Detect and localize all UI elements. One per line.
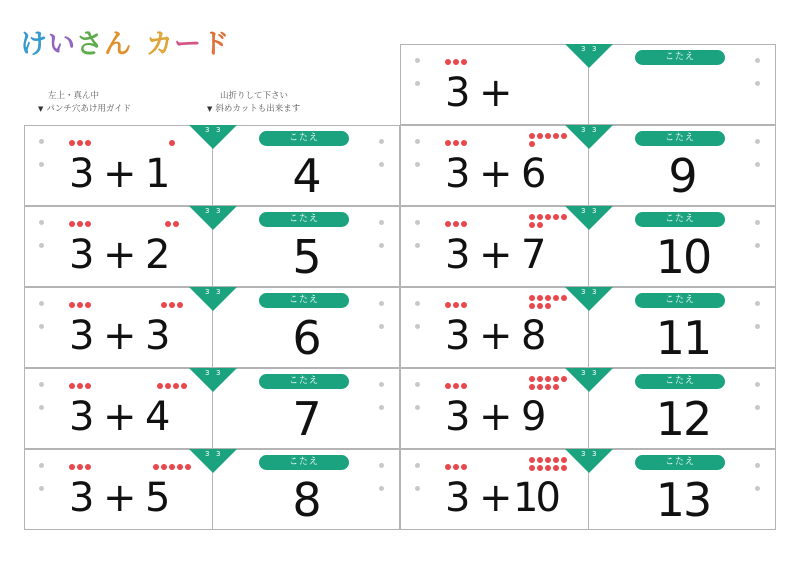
tab-number: 3 [581,288,586,296]
punch-guide-note [38,90,131,116]
answer-value: 12 [655,392,711,446]
tab-number: 3 [205,288,210,296]
addend-a-dots [445,140,467,146]
answer-half [589,207,777,286]
counting-dot [461,59,467,65]
title-char: カ [146,29,174,60]
addend-a-dots [445,302,467,308]
equation [401,148,589,200]
counting-dot [553,214,559,220]
fold-tab-marker [189,368,237,394]
counting-dot [445,302,451,308]
addend-b: 7 [521,232,547,278]
counting-dot [85,302,91,308]
title-char: ん [104,29,132,60]
addend-b-dots [529,214,567,228]
answer-label-badge: こたえ [635,455,725,470]
punch-hole-marker [379,463,384,468]
punch-hole-marker [379,243,384,248]
answer-label-badge: こたえ [635,50,725,65]
counting-dot [69,140,75,146]
fold-guide-line1: 山折りして下さい [220,91,289,101]
punch-hole-marker [755,382,760,387]
counting-dot [529,214,535,220]
flash-card [400,125,776,206]
punch-hole-marker [755,405,760,410]
counting-dot [529,295,535,301]
addend-b: 10 [513,475,558,521]
addend-a-dots [69,383,91,389]
addend-b: 6 [521,151,547,197]
addend-a-dots [445,59,467,65]
counting-dot [545,384,551,390]
question-half [401,288,589,367]
addend-a: 3 [69,475,95,521]
counting-dot [85,221,91,227]
fold-triangle-icon [189,287,237,313]
question-half [401,450,589,529]
fold-tab-marker [565,206,613,232]
fold-tab-marker [189,206,237,232]
counting-dot [161,464,167,470]
addend-b: 9 [521,394,547,440]
question-half [401,369,589,448]
equation [401,67,589,119]
counting-dot [529,303,535,309]
addend-a-dots [69,464,91,470]
tab-number: 3 [592,45,597,53]
tab-number: 3 [581,207,586,215]
equation [401,391,589,443]
answer-label-badge: こたえ [259,293,349,308]
counting-dot [69,221,75,227]
answer-label-badge: こたえ [259,374,349,389]
fold-tab-marker [189,449,237,475]
counting-dot [529,384,535,390]
triangle-down-icon: ▼ [38,105,44,113]
answer-value: 10 [655,230,711,284]
tab-number: 3 [581,126,586,134]
counting-dot [537,295,543,301]
punch-hole-marker [379,405,384,410]
answer-label-badge: こたえ [635,374,725,389]
punch-hole-marker [39,463,44,468]
question-half [25,126,213,205]
counting-dot [553,384,559,390]
counting-dot [77,464,83,470]
fold-triangle-icon [565,368,613,394]
counting-dot [161,302,167,308]
fold-triangle-icon [565,449,613,475]
plus-sign: + [103,151,137,197]
plus-sign: + [103,313,137,359]
punch-hole-marker [755,301,760,306]
counting-dot [553,465,559,471]
counting-dot [85,464,91,470]
plus-sign: + [479,151,513,197]
counting-dot [69,302,75,308]
addend-b: 1 [145,151,171,197]
counting-dot [173,221,179,227]
fold-triangle-icon [189,206,237,232]
plus-sign: + [479,70,513,116]
tab-number: 3 [581,450,586,458]
counting-dot [169,302,175,308]
answer-half [213,369,401,448]
counting-dot [157,383,163,389]
fold-tab-marker [565,368,613,394]
punch-hole-marker [379,139,384,144]
punch-hole-marker [379,301,384,306]
punch-hole-marker [415,58,420,63]
title-char: け [20,29,48,60]
question-half [25,369,213,448]
addend-b-dots [529,457,567,471]
counting-dot [69,383,75,389]
answer-label-badge: こたえ [259,455,349,470]
fold-triangle-icon [565,206,613,232]
tab-number: 3 [592,288,597,296]
counting-dot [553,133,559,139]
counting-dot [181,383,187,389]
addend-a: 3 [445,313,471,359]
fold-tab-marker [189,287,237,313]
question-half [25,288,213,367]
addend-b-dots [153,464,191,470]
equation [25,229,213,281]
fold-guide-note [207,90,300,116]
addend-a-dots [69,302,91,308]
answer-label-badge: こたえ [259,212,349,227]
fold-triangle-icon [189,368,237,394]
addend-b-dots [157,383,187,389]
counting-dot [553,295,559,301]
equation [25,391,213,443]
counting-dot [461,302,467,308]
title-char: ー [174,29,202,60]
fold-tab-marker [565,287,613,313]
addend-a-dots [445,221,467,227]
addend-a-dots [69,140,91,146]
addend-a: 3 [445,151,471,197]
counting-dot [545,457,551,463]
addend-a: 3 [69,313,95,359]
counting-dot [545,133,551,139]
addend-b-dots [529,295,567,309]
addend-b-dots [169,140,175,146]
addend-b-dots [529,133,567,147]
tab-number: 3 [216,207,221,215]
answer-half [213,126,401,205]
tab-number: 3 [205,207,210,215]
question-half [401,126,589,205]
counting-dot [77,302,83,308]
flash-card [400,44,776,125]
punch-hole-marker [755,58,760,63]
equation [401,310,589,362]
answer-half [589,288,777,367]
answer-value: 7 [292,392,322,446]
addend-b-dots [165,221,179,227]
punch-hole-marker [39,220,44,225]
punch-hole-marker [415,301,420,306]
punch-hole-marker [415,463,420,468]
addend-a: 3 [69,151,95,197]
answer-half [589,450,777,529]
counting-dot [453,383,459,389]
fold-tab-marker [565,125,613,151]
punch-guide-line1: 左上・真ん中 [48,91,100,101]
counting-dot [545,295,551,301]
counting-dot [445,383,451,389]
counting-dot [537,465,543,471]
punch-hole-marker [379,382,384,387]
equation [401,229,589,281]
tab-number: 3 [205,126,210,134]
addend-b-dots [529,376,567,390]
plus-sign: + [103,394,137,440]
flash-card [24,206,400,287]
counting-dot [537,384,543,390]
counting-dot [453,140,459,146]
equation [401,472,589,524]
fold-triangle-icon [189,125,237,151]
addend-b: 2 [145,232,171,278]
punch-hole-marker [755,243,760,248]
punch-hole-marker [755,162,760,167]
counting-dot [85,383,91,389]
counting-dot [537,303,543,309]
counting-dot [69,464,75,470]
counting-dot [537,376,543,382]
fold-tab-marker [565,449,613,475]
answer-value: 5 [292,230,322,284]
counting-dot [453,302,459,308]
counting-dot [453,464,459,470]
answer-value: 11 [655,311,711,365]
fold-triangle-icon [565,287,613,313]
question-half [25,207,213,286]
flash-card [24,368,400,449]
counting-dot [169,464,175,470]
tab-number: 3 [216,369,221,377]
answer-label-badge: こたえ [259,131,349,146]
counting-dot [529,222,535,228]
punch-hole-marker [379,162,384,167]
flash-card [400,287,776,368]
plus-sign: + [479,394,513,440]
answer-label-badge: こたえ [635,212,725,227]
tab-number: 3 [592,126,597,134]
answer-half [589,369,777,448]
punch-hole-marker [39,139,44,144]
answer-half [213,207,401,286]
counting-dot [165,383,171,389]
counting-dot [165,221,171,227]
counting-dot [537,222,543,228]
answer-label-badge: こたえ [635,293,725,308]
page-title [20,22,230,61]
question-half [401,45,589,124]
counting-dot [553,457,559,463]
counting-dot [177,464,183,470]
answer-half [589,45,777,124]
counting-dot [553,376,559,382]
punch-hole-marker [415,139,420,144]
tab-number: 3 [205,450,210,458]
answer-half [213,288,401,367]
triangle-down-icon: ▼ [207,105,213,113]
counting-dot [461,140,467,146]
answer-value: 4 [292,149,322,203]
addend-a: 3 [69,232,95,278]
counting-dot [173,383,179,389]
plus-sign: + [479,232,513,278]
punch-hole-marker [39,382,44,387]
tab-number: 3 [216,126,221,134]
counting-dot [537,457,543,463]
tab-number: 3 [592,369,597,377]
answer-value: 8 [292,473,322,527]
counting-dot [177,302,183,308]
counting-dot [545,376,551,382]
answer-half [589,126,777,205]
counting-dot [453,221,459,227]
counting-dot [445,221,451,227]
fold-guide-line2: 斜めカットも出来ます [215,104,301,114]
addend-a-dots [69,221,91,227]
counting-dot [529,376,535,382]
punch-hole-marker [755,486,760,491]
title-char: い [48,29,76,60]
flash-card [24,449,400,530]
title-char: さ [76,29,104,60]
addend-a: 3 [445,232,471,278]
counting-dot [445,59,451,65]
tab-number: 3 [592,450,597,458]
punch-hole-marker [379,486,384,491]
punch-hole-marker [755,220,760,225]
addend-a: 3 [69,394,95,440]
flash-card [24,125,400,206]
tab-number: 3 [216,288,221,296]
addend-a-dots [445,383,467,389]
tab-number: 3 [581,45,586,53]
fold-triangle-icon [189,449,237,475]
flash-card [400,368,776,449]
counting-dot [529,465,535,471]
counting-dot [77,140,83,146]
addend-a-dots [445,464,467,470]
plus-sign: + [103,232,137,278]
counting-dot [529,133,535,139]
counting-dot [77,221,83,227]
punch-hole-marker [755,81,760,86]
counting-dot [529,141,535,147]
equation [25,472,213,524]
punch-hole-marker [415,220,420,225]
answer-value: 6 [292,311,322,365]
addend-a: 3 [445,70,471,116]
plus-sign: + [479,475,513,521]
addend-b-dots [161,302,183,308]
punch-hole-marker [755,463,760,468]
punch-guide-line2: パンチ穴あけ用ガイド [46,104,132,114]
tab-number: 3 [216,450,221,458]
fold-triangle-icon [565,125,613,151]
equation [25,310,213,362]
counting-dot [85,140,91,146]
addend-a: 3 [445,394,471,440]
addend-b: 5 [145,475,171,521]
counting-dot [169,140,175,146]
counting-dot [77,383,83,389]
counting-dot [445,140,451,146]
punch-hole-marker [379,324,384,329]
punch-hole-marker [755,324,760,329]
punch-hole-marker [755,139,760,144]
counting-dot [461,383,467,389]
flash-card [24,287,400,368]
flash-card [400,206,776,287]
question-half [401,207,589,286]
question-half [25,450,213,529]
counting-dot [153,464,159,470]
fold-tab-marker [565,44,613,70]
answer-value: 9 [668,149,698,203]
counting-dot [545,465,551,471]
answer-value: 13 [655,473,711,527]
counting-dot [545,303,551,309]
fold-tab-marker [189,125,237,151]
punch-hole-marker [379,220,384,225]
counting-dot [537,214,543,220]
answer-half [213,450,401,529]
addend-b: 4 [145,394,171,440]
counting-dot [537,133,543,139]
title-char: ド [202,29,230,60]
counting-dot [529,457,535,463]
counting-dot [445,464,451,470]
punch-hole-marker [39,301,44,306]
counting-dot [461,464,467,470]
tab-number: 3 [205,369,210,377]
counting-dot [453,59,459,65]
plus-sign: + [103,475,137,521]
fold-triangle-icon [565,44,613,70]
counting-dot [545,214,551,220]
equation [25,148,213,200]
tab-number: 3 [592,207,597,215]
punch-hole-marker [415,382,420,387]
flash-card [400,449,776,530]
tab-number: 3 [581,369,586,377]
plus-sign: + [479,313,513,359]
answer-label-badge: こたえ [635,131,725,146]
addend-b: 3 [145,313,171,359]
counting-dot [461,221,467,227]
addend-a: 3 [445,475,471,521]
addend-b: 8 [521,313,547,359]
